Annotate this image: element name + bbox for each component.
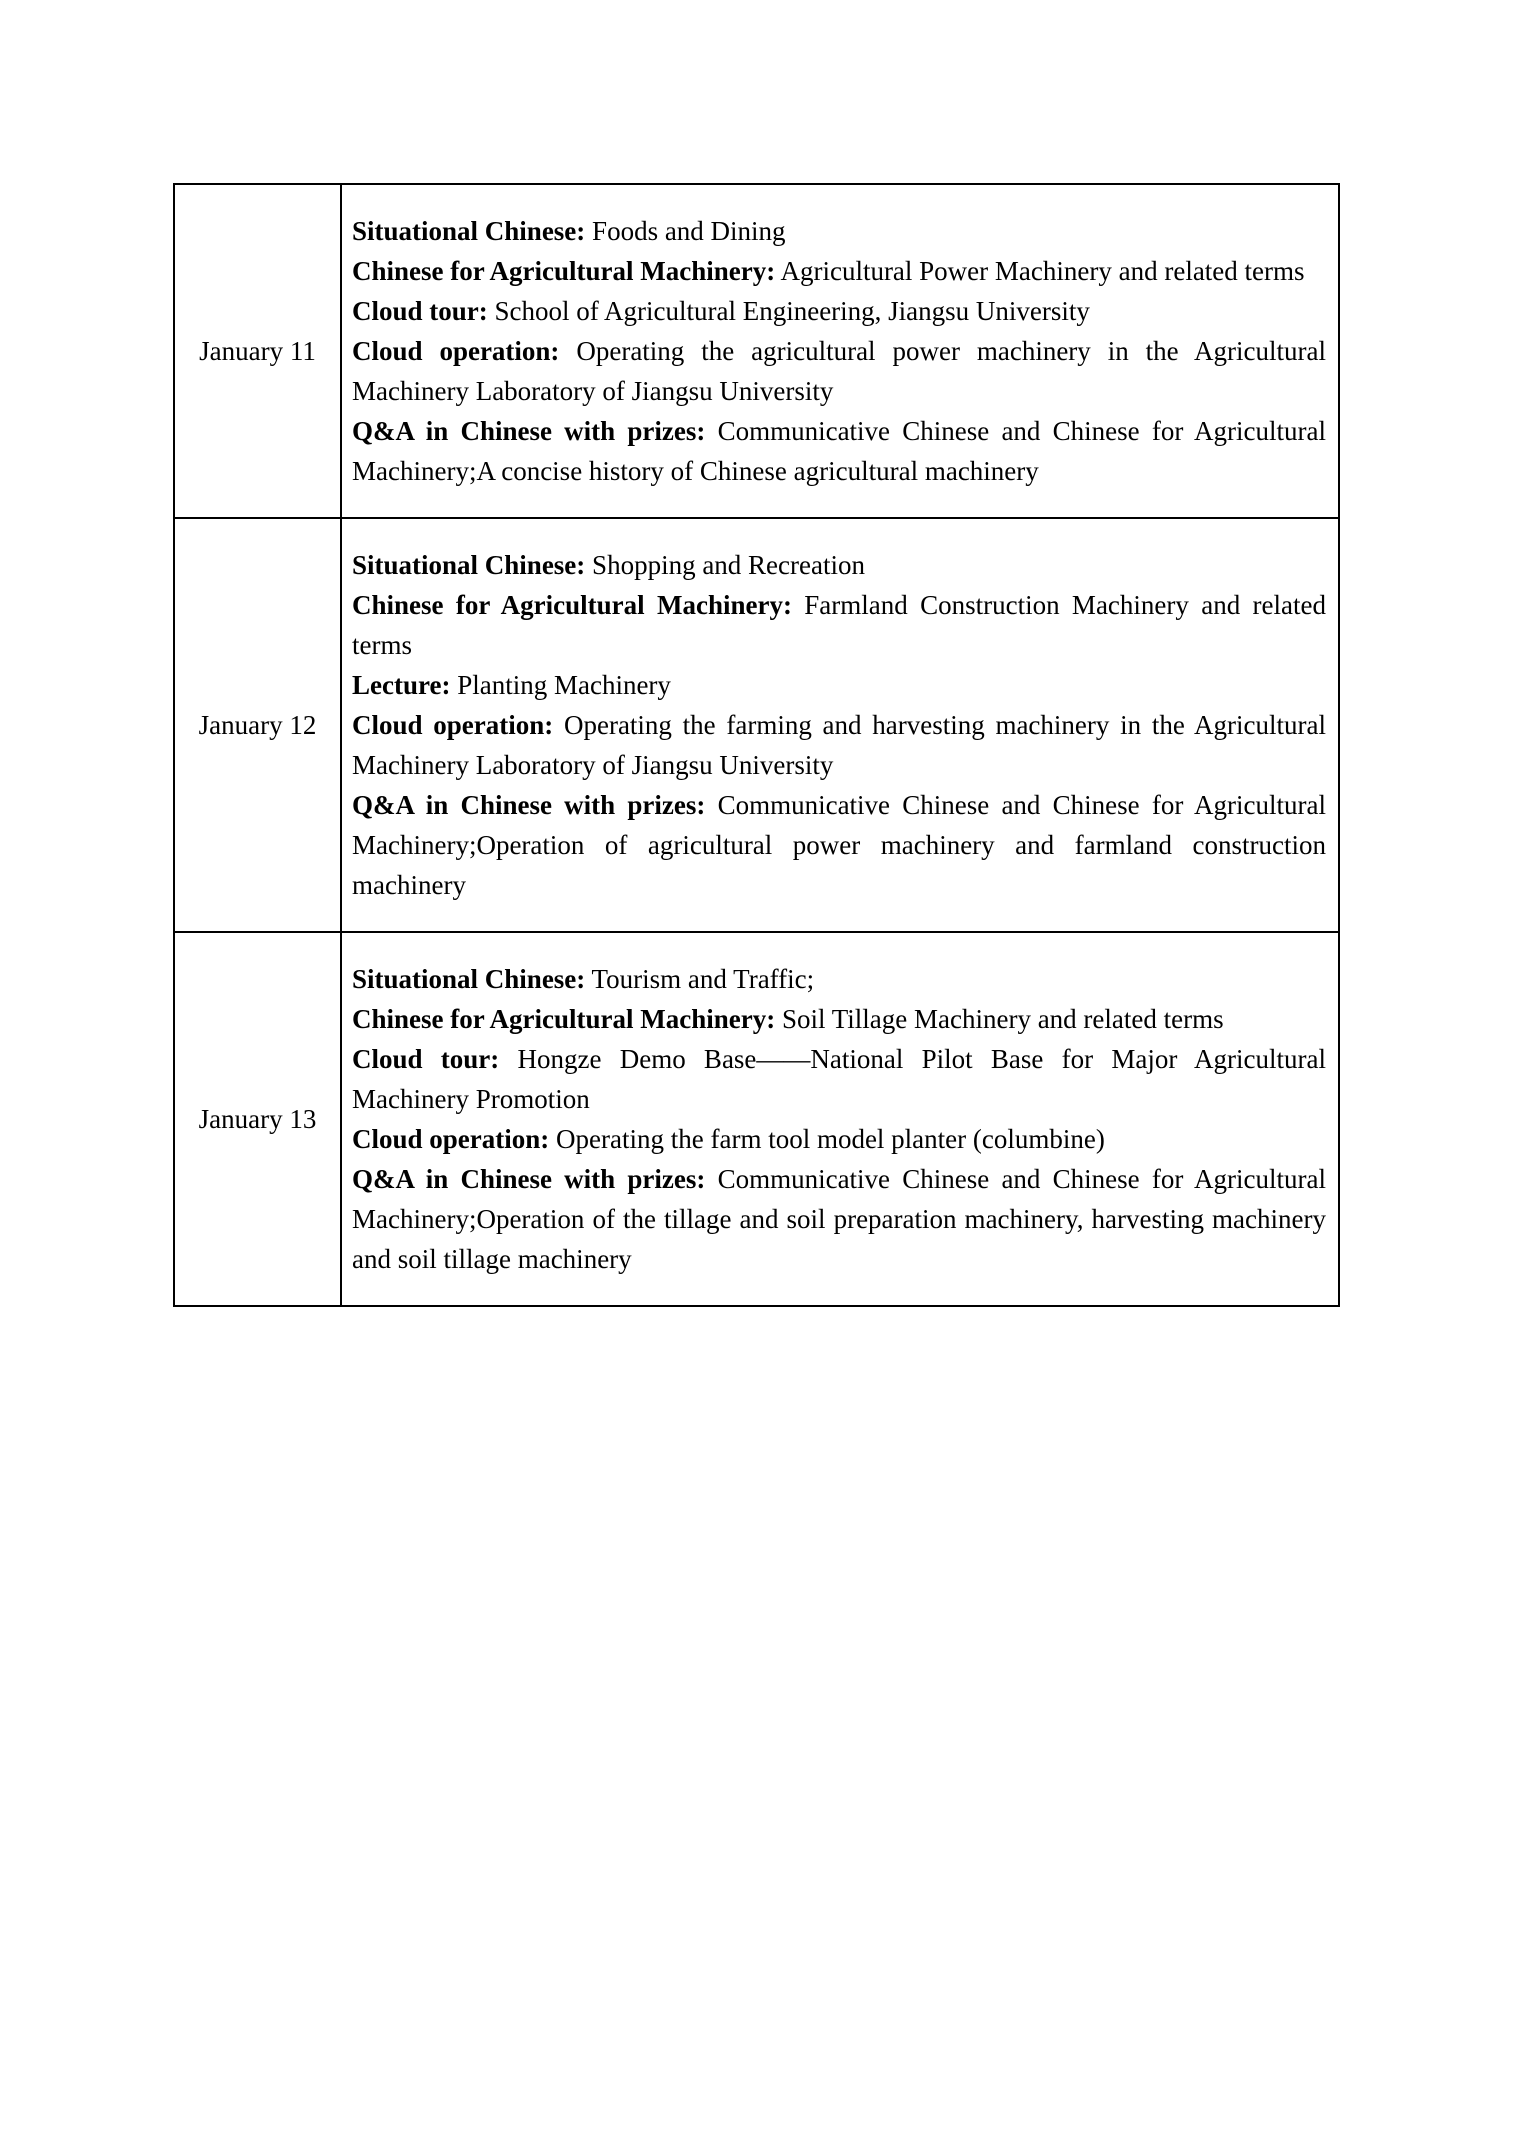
content-cell bbox=[341, 932, 1339, 1306]
content-cell bbox=[341, 518, 1339, 932]
entry-label: Chinese for Agricultural Machinery: bbox=[352, 256, 776, 286]
entry-label: Cloud tour: bbox=[352, 296, 488, 326]
entry-cloud-operation bbox=[352, 1119, 1326, 1159]
entry-lecture bbox=[352, 665, 1326, 705]
entry-text: Foods and Dining bbox=[585, 216, 786, 246]
entry-chinese-for-agricultural-machinery bbox=[352, 251, 1326, 291]
entry-situational-chinese bbox=[352, 211, 1326, 251]
entry-label: Q&A in Chinese with prizes: bbox=[352, 416, 706, 446]
entry-text: Tourism and Traffic; bbox=[585, 964, 815, 994]
entry-qa-in-chinese bbox=[352, 411, 1326, 491]
entry-label: Lecture: bbox=[352, 670, 451, 700]
entry-text: Operating the farm tool model planter (columbine) bbox=[549, 1124, 1105, 1154]
entry-label: Cloud operation: bbox=[352, 710, 554, 740]
entry-text: Soil Tillage Machinery and related terms bbox=[775, 1004, 1224, 1034]
table-row-january-13 bbox=[174, 932, 1339, 1306]
date-cell: January 13 bbox=[174, 932, 341, 1306]
entry-text: Agricultural Power Machinery and related terms bbox=[775, 256, 1305, 286]
entry-text: Hongze Demo Base——National Pilot Base for Major Agricultural Machinery Promotion bbox=[352, 1044, 1327, 1114]
entry-label: Cloud tour: bbox=[352, 1044, 500, 1074]
entry-qa-in-chinese bbox=[352, 1159, 1326, 1279]
table-row-january-11 bbox=[174, 184, 1339, 518]
entry-text: Communicative Chinese and Chinese for Agricultural Machinery;Operation of the tillage and soil preparation machinery, harvesting machinery and soil tillage machinery bbox=[352, 1164, 1326, 1274]
entry-text: School of Agricultural Engineering, Jiangsu University bbox=[487, 296, 1090, 326]
schedule-table bbox=[173, 183, 1340, 1307]
entry-situational-chinese bbox=[352, 545, 1326, 585]
date-cell: January 12 bbox=[174, 518, 341, 932]
entry-situational-chinese bbox=[352, 959, 1326, 999]
entry-cloud-tour bbox=[352, 1039, 1326, 1119]
entry-text: Shopping and Recreation bbox=[585, 550, 865, 580]
entry-chinese-for-agricultural-machinery bbox=[352, 999, 1326, 1039]
entry-label: Cloud operation: bbox=[352, 1124, 550, 1154]
entry-text: Planting Machinery bbox=[450, 670, 671, 700]
entry-chinese-for-agricultural-machinery bbox=[352, 585, 1326, 665]
entry-text: Operating the agricultural power machinery in the Agricultural Machinery Laboratory of Jiangsu University bbox=[352, 336, 1326, 406]
entry-text: Operating the farming and harvesting machinery in the Agricultural Machinery Laboratory of Jiangsu University bbox=[352, 710, 1326, 780]
entry-label: Cloud operation: bbox=[352, 336, 560, 366]
entry-label: Situational Chinese: bbox=[352, 216, 586, 246]
entry-label: Situational Chinese: bbox=[352, 964, 586, 994]
entry-label: Situational Chinese: bbox=[352, 550, 586, 580]
entry-label: Chinese for Agricultural Machinery: bbox=[352, 590, 792, 620]
entry-cloud-operation bbox=[352, 705, 1326, 785]
entry-text: Communicative Chinese and Chinese for Agricultural Machinery;A concise history of Chinese agricultural machinery bbox=[352, 416, 1326, 486]
date-cell: January 11 bbox=[174, 184, 341, 518]
table-row-january-12 bbox=[174, 518, 1339, 932]
entry-label: Q&A in Chinese with prizes: bbox=[352, 1164, 706, 1194]
entry-qa-in-chinese bbox=[352, 785, 1326, 905]
entry-cloud-tour bbox=[352, 291, 1326, 331]
entry-cloud-operation bbox=[352, 331, 1326, 411]
entry-label: Q&A in Chinese with prizes: bbox=[352, 790, 706, 820]
entry-text: Communicative Chinese and Chinese for Agricultural Machinery;Operation of agricultural power machinery and farmland construction machinery bbox=[352, 790, 1326, 900]
entry-text: Farmland Construction Machinery and related terms bbox=[352, 590, 1326, 660]
entry-label: Chinese for Agricultural Machinery: bbox=[352, 1004, 776, 1034]
content-cell bbox=[341, 184, 1339, 518]
